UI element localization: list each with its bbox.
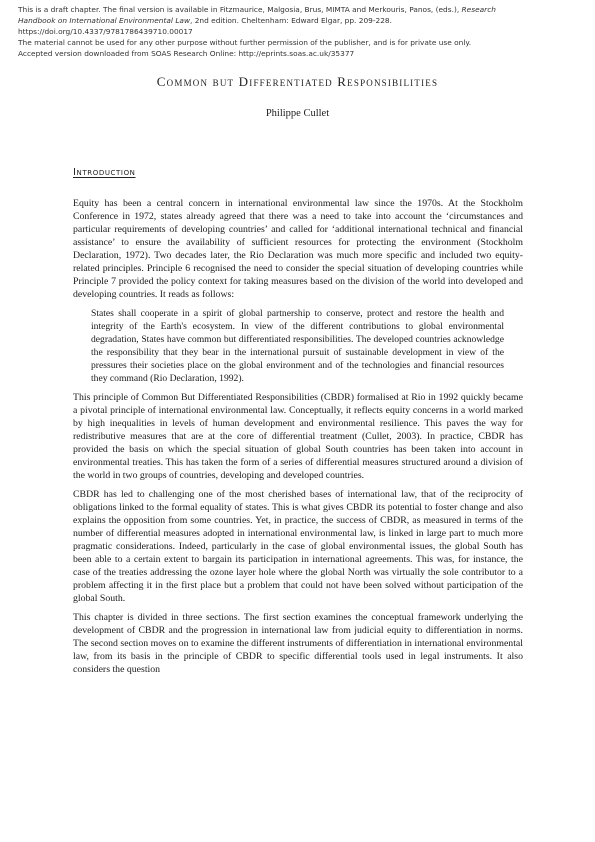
header-note-line-2: Handbook on International Environmental Law, 2nd edition. Cheltenham: Edward Elgar, pp. 209-228.: [18, 16, 392, 25]
author-name: Philippe Cullet: [265, 108, 330, 119]
paragraph: This chapter is divided in three sections. The first section examines the conceptual framework underlying the development of CBDR and the progression in international law from judicial equity to differentiation in norms. The second section moves on to examine the different instruments of differentiation in international environmental law, from its basis in the principle of CBDR to specific differential tools used in legal instruments. It also considers the question: [73, 612, 523, 675]
paragraph: Equity has been a central concern in international environmental law since the 1970s. At the Stockholm Conference in 1972, states already agreed that there was a need to take into account the ‘circumstances and particular requirements of developing countries’ and called for ‘additional international technical and financial assistance’ to ensure the availability of sufficient resources for protecting the environment (Stockholm Declaration, 1972). Two decades later, the Rio Declaration was much more specific and included two equity-related principles. Principle 6 recognised the need to consider the special situation of developing countries while Principle 7 provided the policy context for taking measures based on the division of the world into developed and developing countries. It reads as follows:: [73, 198, 523, 300]
block-quote: States shall cooperate in a spirit of global partnership to conserve, protect and restore the health and integrity of the Earth's ecosystem. In view of the different contributions to global environmental degradation, States have common but differentiated responsibilities. The developed countries acknowledge the responsibility that they bear in the international pursuit of sustainable development in view of the pressures their societies place on the global environment and of the technologies and financial resources they command (Rio Declaration, 1992).: [91, 308, 504, 384]
header-note-line-4: The material cannot be used for any other purpose without further permission of the publisher, and is for private use only.: [18, 38, 472, 47]
section-heading: Introduction: [73, 167, 136, 178]
paragraph: CBDR has led to challenging one of the most cherished bases of international law, that of the reciprocity of obligations linked to the formal equality of states. This is what gives CBDR its potential to foster change and also explains the opposition from some countries. Yet, in practice, the success of CBDR, as measured in terms of the number of differential measures adopted in international environmental law, is linked in large part to much more pragmatic considerations. Indeed, particularly in the case of global environmental issues, the global South has been able to a certain extent to bargain its participation in international agreements. This was, for instance, the case of the treaties addressing the ozone layer hole where the global North was virtually the sole contributor to a problem affecting it in the first place but a problem that could not have been solved without participation of the global South.: [73, 489, 523, 604]
document-title: Common but Differentiated Responsibilities: [156, 74, 439, 89]
header-note-line-5: Accepted version downloaded from SOAS Research Online: http://eprints.soas.ac.uk/35377: [18, 49, 355, 58]
header-note: [18, 4, 578, 59]
doi-link[interactable]: https://doi.org/10.4337/9781786439710.00017: [18, 27, 193, 36]
paragraph: This principle of Common But Differentiated Responsibilities (CBDR) formalised at Rio in 1992 quickly became a pivotal principle of international environmental law. Conceptually, it reflects equity concerns in a world marked by high inequalities in levels of human development and environmental resilience. This paves the way for redistributive measures that are at the core of differential treatment (Cullet, 2003). In practice, CBDR has provided the basis on which the special situation of global South countries has been taken into account in environmental treaties. This has taken the form of a series of differential measures structured around a division of the world in two groups of countries, developing and developed countries.: [73, 392, 523, 481]
body-text: [73, 197, 523, 682]
header-note-line-1: This is a draft chapter. The final version is available in Fitzmaurice, Malgosia, Brus, MIMTA and Merkouris, Panos, (eds.), Research: [18, 5, 496, 14]
